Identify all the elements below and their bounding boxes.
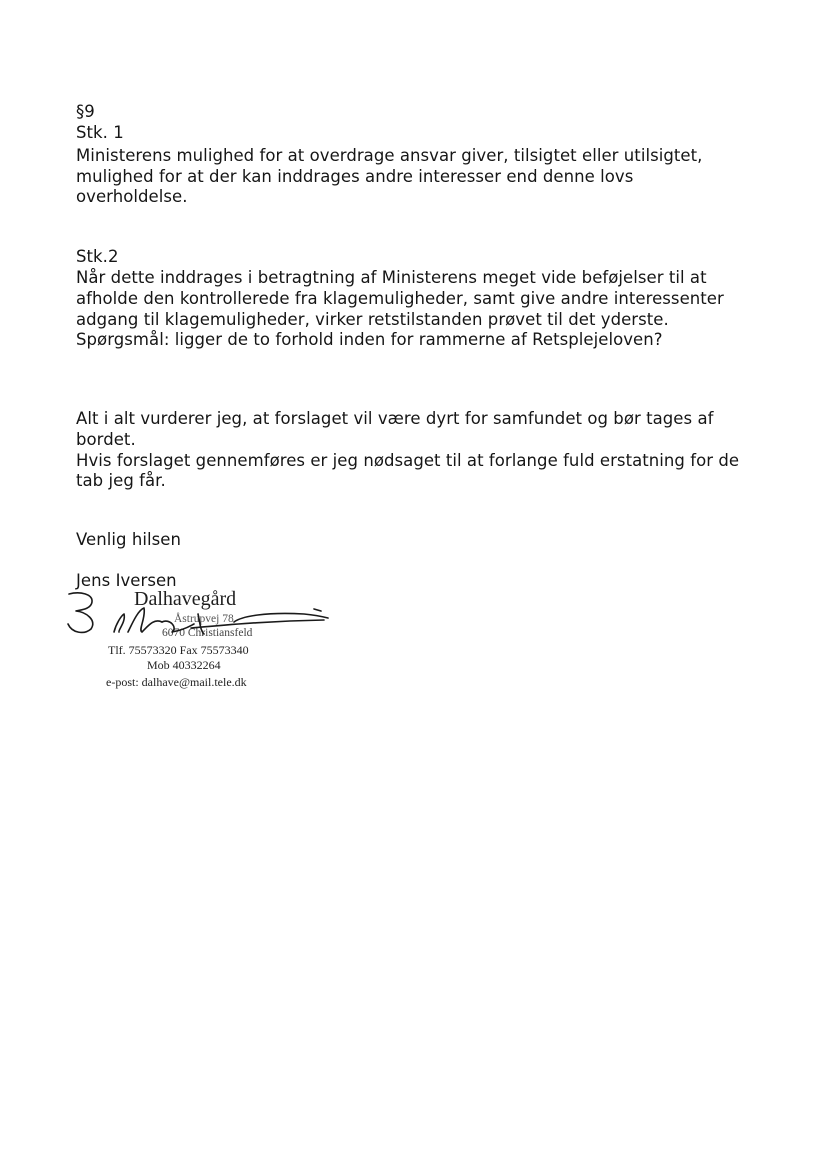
handwritten-signature (66, 588, 366, 648)
stk1-line: overholdelse. (76, 187, 188, 206)
stamp-street: Åstrupvej 78 (174, 613, 234, 625)
stk1-line: Ministerens mulighed for at overdrage ansvar giver, tilsigtet eller utilsigtet, (76, 146, 703, 165)
conclusion-line: tab jeg får. (76, 471, 166, 490)
stamp-email: e-post: dalhave@mail.tele.dk (106, 675, 247, 689)
conclusion-line: bordet. (76, 430, 136, 449)
stk2-line: Når dette inddrages i betragtning af Ministerens meget vide beføjelser til at (76, 268, 707, 287)
stk1-heading: Stk. 1 (76, 123, 124, 142)
stamp-phone: Tlf. 75573320 Fax 75573340 (108, 643, 249, 657)
stk2-question: Spørgsmål: ligger de to forhold inden for rammerne af Retsplejeloven? (76, 330, 663, 349)
signer-name: Jens Iversen (76, 571, 177, 590)
stk2-line: afholde den kontrollerede fra klagemuligheder, samt give andre interessenter (76, 289, 724, 308)
stk1-line: mulighed for at der kan inddrages andre interesser end denne lovs (76, 167, 634, 186)
conclusion-line: Hvis forslaget gennemføres er jeg nødsaget til at forlange fuld erstatning for de (76, 451, 740, 470)
stamp-farm-name: Dalhavegård (134, 588, 237, 610)
stamp-city: 6070 Christiansfeld (162, 627, 253, 639)
stamp-mobile: Mob 40332264 (147, 658, 221, 672)
conclusion-line: Alt i alt vurderer jeg, at forslaget vil være dyrt for samfundet og bør tages af (76, 409, 714, 428)
stk2-line: adgang til klagemuligheder, virker retstilstanden prøvet til det yderste. (76, 310, 669, 329)
section-heading: §9 (76, 102, 95, 121)
closing-greeting: Venlig hilsen (76, 530, 181, 549)
address-stamp (66, 588, 366, 698)
stk2-heading: Stk.2 (76, 247, 119, 266)
